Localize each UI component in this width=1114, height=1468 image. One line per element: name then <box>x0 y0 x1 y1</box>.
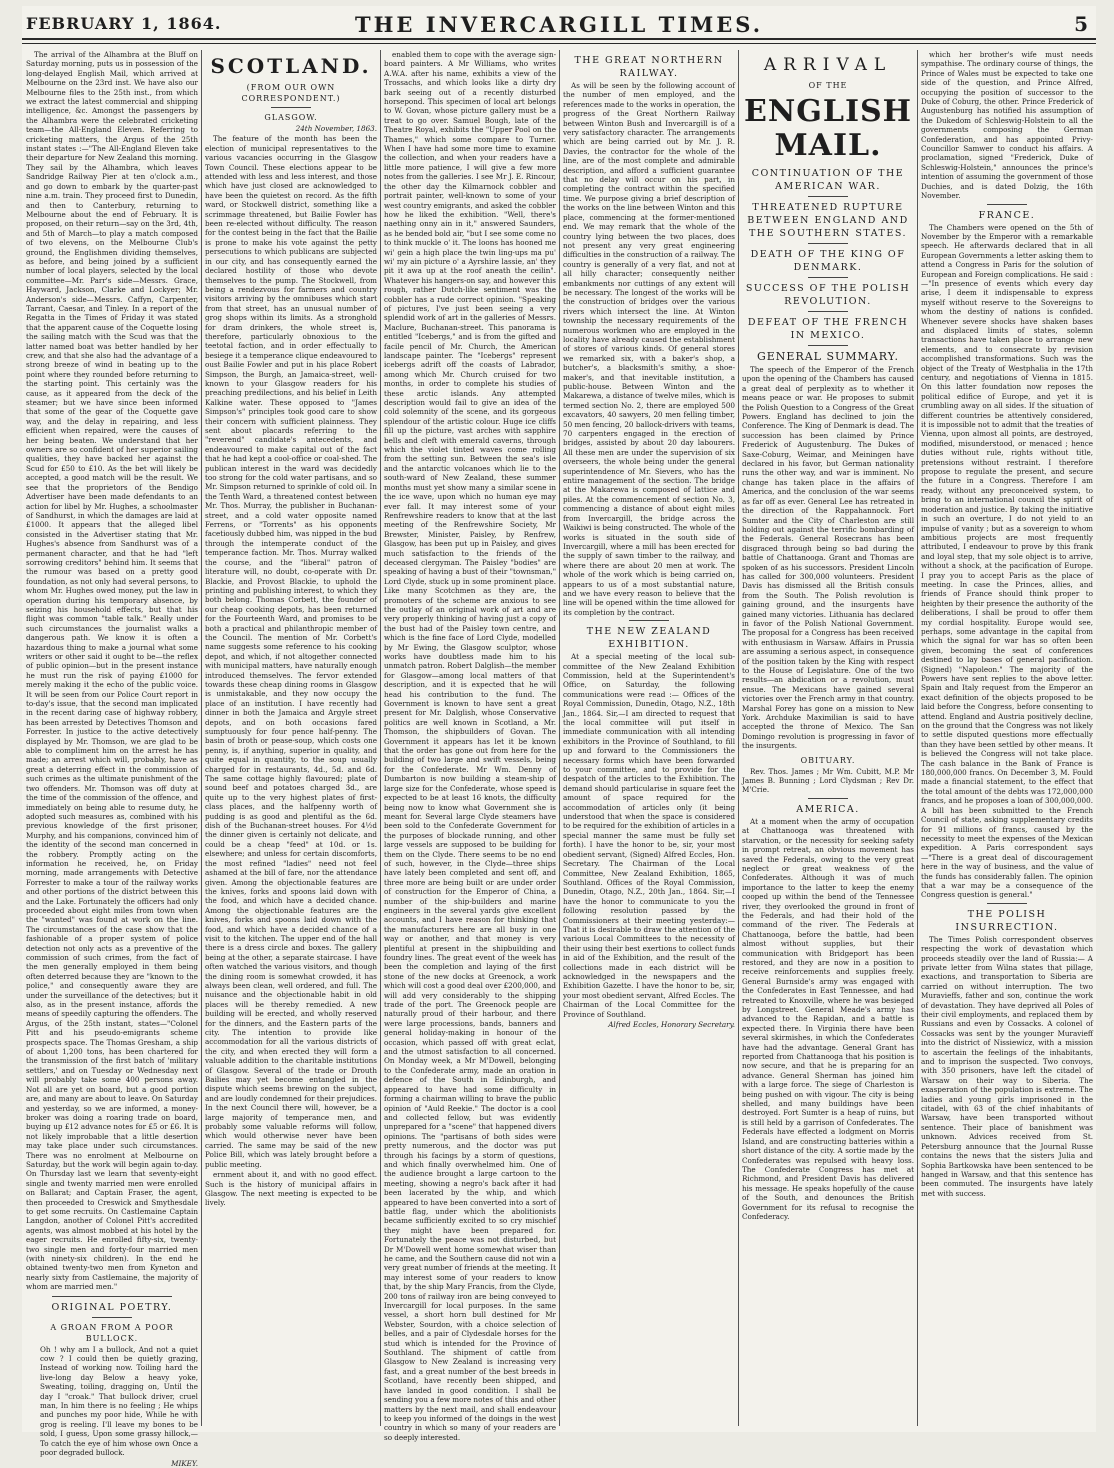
column-4 <box>563 50 735 1426</box>
obituary-heading: OBITUARY. <box>800 755 856 765</box>
dateline: 24th November, 1863. <box>295 124 377 133</box>
scotland-body: The feature of the month has been the election of municipal representatives to the various vacancies occurring in the Glasgow Town Council. These elections appear to be attended with less and less interest, and those which have just closed are acknowledged to have been the quietest on record. As the fifth ward, or Stockwell district, something like a scrimmage threatened, but Bailie Fowler has been re-elected without difficulty. The reason for the contest being in the fact that the Bailie is prone to make his vote against the petty persecutions to which publicans are subjected in our city, and has consequently earned the declared hostility of those who devote themselves to the pump. The Stockwell, from being a rendezvous for farmers and country visitors arriving by the omnibuses which start from that street, has an unusual number of grog shops within its limits. As a stronghold for dram drinkers, the whole street is, therefore, particularly obnoxious to the teetotal faction, and in order effectually to besiege it a temperance clique endeavoured to oust Bailie Fowler and put in his place Robert Simpson, the Burgh, an Jamaica-street, well-known to your Glasgow readers for his preaching predilections, and his belief in Leith Kalkine water. These opposed to "James Simpson's" principles took good care to show their concern with sufficient plainness. They sent about placards referring to the "reverend" candidate's antecedents, and endeavoured to make capital out of the fact that he had kept a cool-office or coal-shed. The publican interest in the ward was decidedly too strong for the cold water partisans, and so Mr. Simpson returned to sprinkle of cold oil. In the Tenth Ward, a threatened contest between Mr. Thos. Murray, the publisher in Buchanan-street, and a cold water opposite named Ferrens, or "Torrents" as his opponents facetiously dubbed him, was nipped in the bud through the intemperate conduct of the temperance faction. Mr. Thos. Murray walked the course, and the "liberal" patron of literature will, no doubt, co-operate with Dr. Blackie, and Provost Blackie, to uphold the printing and publishing interest, to which they both belong. Thomas Corbett, the founder of our cheap cooking depots, has been returned for the Fourteenth Ward, and promises to be both a practical and philanthropic member of the Council. The mention of Mr. Corbett's name suggests some reference to his cooking depot, and which, if not altogether connected with municipal matters, have naturally enough introduced themselves. The fervor extended towards these cheap dining rooms in Glasgow is unmistakable, and they now occupy the place of an institution. I have recently had dinner in both the Jamaica and Argyle street depots, and on both occasions fared sumptuously for four pence half-penny. The basin of broth or pease-soup, which costs one penny, is, if anything, superior in quality, and quite equal in quantity, to the soup usually charged for in restaurants, 4d., 5d. and 6d. The same cottage highly flavoured; plate of sound beef and potatoes charged 3d., are quite up to the very highest plates of first-class places, and the halfpenny worth of pudding is as good and plentiful as the 6d. dish of the Buchanan-street houses. For 4½d the dinner given is certainly not delicate, and could be a cheap "feed" at 10d. or 1s. elsewhere; and unless for certain discomforts, the most refined "ladies" need not feel ashamed at the bill of fare, nor the attendance given. Among the objectionable features are the knives, forks and spoons laid down with the food, and which have a decided chance. Among the objectionable features are the knives, forks and spoons laid down with the food, and which have a decided chance of a visit to the kitchen. The upper end of the hall there is a dress circle and boxes. The gallery being at the other, a separate staircase. I have often watched the various visitors, and though the dining room is somewhat crowded, it has always been clean, well ordered, and full. The nuisance and the objectionable habit in old places will be thereby remedied. A new building will be erected, and wholly reserved for the dinners, and the Eastern parts of the city. The intention to provide like accommodation for all the various districts of the city, and when erected they will form a valuable addition to the charitable institutions of Glasgow. Several of the trade or Drouth Bailies may yet become entangled in the dispute which seems brewing on the subject, and are loudly condemned for their prejudices. In the next Council there will, however, be a large majority of temperance men, and probably some valuable reforms will follow, which would otherwise never have been carried. The same may be said of the new Police Bill, which was lately brought before a public meeting. <box>205 134 377 1169</box>
column-3 <box>384 50 556 1442</box>
schleswig-body: which her brother's wife must needs sympathise. The ordinary course of things, the Prince of Wales must be expected to take one side of the question, and Prince Alfred, occupying the position of successor to the Duke of Coburg, the other. Prince Frederick of Augustenburg has notified his assumption of the Dukedom of Schleswig-Holstein to all the governments composing the German Confederation, and has appointed Privy-Councillor Samwer to conduct his affairs. A proclamation, signed "Frederick, Duke of Schleswig-Holstein," announces the prince's intention of assuming the government of those Duchies, and is dated Dolzig, the 16th November. <box>921 50 1093 201</box>
column-2 <box>205 50 377 1426</box>
poetry-heading: ORIGINAL POETRY. <box>51 1301 173 1313</box>
section-rule <box>808 345 848 346</box>
column-divider <box>380 50 381 1426</box>
railway-heading: THE GREAT NORTHERN RAILWAY. <box>574 55 724 79</box>
scotland-tail: ernment about it, and with no good effect. Such is the history of municipal affairs in Glasgow. The next meeting is expected to be lively. <box>205 1170 377 1208</box>
french-mexico-heading: DEFEAT OF THE FRENCH IN MEXICO. <box>747 317 909 341</box>
poem-title: A GROAN FROM A POOR BULLOCK. <box>50 1322 174 1343</box>
masthead <box>22 6 1096 40</box>
section-rule <box>808 243 848 244</box>
newspaper-page <box>22 6 1096 1468</box>
newspaper-title: THE INVERCARGILL TIMES. <box>354 12 764 37</box>
american-war-heading: CONTINUATION OF THE AMERICAN WAR. <box>751 168 905 192</box>
poem-text: Oh ! why am I a bullock, And not a quiet cow ? I could then be quietly grazing, Instead of working now. Toiling hard the live-long day Below a heavy yoke, Sweating, toiling, dragging on, Until the day I "croak." That bullock driver, cruel man, In him there is no feeling ; He whips and punches my poor hide, While he with grog is reeling. I'll leave my bones to be sold, I guess, Upon some grassy hillock,— To catch the eye of him whose own Once a poor degraded bullock. <box>40 1344 198 1458</box>
english-mail-heading: ENGLISH MAIL. <box>743 94 913 163</box>
correspondent-note: (FROM OUR OWN CORRESPONDENT.) <box>241 83 341 103</box>
column-6 <box>921 50 1093 1426</box>
railway-body: As will be seen by the following account of the number of men employed, and the references made to the works in operation, the progress of the Great Northern Railway between Winton Bush and Invercargill is of a very satisfactory character. The arrangements which are being carried out by Mr. J. R. Davies, the contractor for the whole of the line, are of the most complete and admirable description, and afford a sufficient guarantee that no delay will occur on his part, in completing the contract within the specified time. We purpose giving a brief description of the works on the line between Winton and this place, commencing at the former-mentioned end. We may remark that the whole of the country lying between the two places, does not present any very great engineering difficulties in the construction of a railway. The country is generally of a very flat, and not at all hilly character; consequently neither embankments nor cuttings of any extent will be necessary. The longest of the works will be the construction of bridges over the various rivers which intersect the line. At Winton township the necessary requirements of the numerous workmen who are employed in the locality have already caused the establishment of stores of various kinds. Of general stores we remarked six, with a baker's shop, a butcher's, a blacksmith's smithy, a shoe-maker's, and that inevitable institution, a public-house. Between Winton and the Makarewa, a distance of twelve miles, which is termed section No. 2, there are employed 500 excavators, 40 sawyers, 20 men felling timber, 50 men fencing, 20 ballock-drivers with teams, 70 carpenters engaged in the erection of bridges, assisted by about 20 day labourers. All these men are under the supervision of six overseers, the whole being under the general superintendence of Mr. Sievers, who has the entire management of the section. The bridge at the Makarewa is composed of lattice and piles. At the commencement of section No. 3, commencing a distance of about eight miles from Invercargill, the bridge across the Waikiwi is being constructed. The whole of the works is situated in the south side of Invercargill, where a mill has been erected for the supply of sawn timber to the railway, and where there are about 20 men at work. The whole of the work which is being carried on, appears to us of a most substantial nature, and we have every reason to believe that the line will be opened within the time allowed for its completion by the contract. <box>563 81 735 617</box>
column-divider <box>917 50 918 1426</box>
section-rule <box>808 277 848 278</box>
of-the-line: OF THE <box>808 81 848 90</box>
france-body: The Chambers were opened on the 5th of November by the Emperor with a remarkable speech. He afterwards declared that in all European Governments a letter asking them to attend a Congress in Paris for the solution of European and Foreign complications. He said :—"In presence of events which every day arise, I deem it indispensable to express myself without reserve to the Sovereigns to whom the destiny of nations is confided. Whenever severe shocks have shaken bases and displaced limits of states, solemn transactions have taken place to arrange new elements, and to consecrate by revision accomplished transformations. Such was the object of the Treaty of Westphalia in the 17th century, and negotiations of Vienna in 1815. On this latter foundation now reposes the political edifice of Europe, and yet it is crumbling away on all sides. If the situation of different countries be attentively considered, it is impossible not to admit that the treaties of Vienna, upon almost all points, are destroyed, modified, misunderstood, or menaced ; hence duties without rule, rights without title, pretensions without restraint. I therefore propose to regulate the present, and secure the future in a Congress. Therefore I am ready, without any preconceived system, to bring to an international council the spirit of moderation and justice. By taking the initiative in such an overture, I do not yield to an impulse of vanity ; but as a sovereign to whom ambitious projects are most frequently attributed, I endeavour to prove by this frank and loyal step, that my sole object is to arrive, without a shock, at the pacification of Europe. I pray you to accept Paris as the place of meeting. In case the Princes, allies, and friends of France should think proper to heighten by their presence the authority of the deliberations, I shall be proud to offer them my cordial hospitality. Europe would see, perhaps, some advantage in the capital from which the signal for war has so often been given, becoming the seat of conferences destined to lay bases of general pacification. (Signed) "Napoleon." The majority of the Powers have sent replies to the above letter. Spain and Italy request from the Emperor an exact definition of the objects proposed to be laid before the Congress, before consenting to attend. England and Austria positively decline, on the ground that the Congress was not likely to settle disputed questions more effectually than they have been settled by other means. It is believed the Congress will not take place. The cash balance in the Bank of France is 180,000,000 francs. On December 3, M. Fould made a financial statement, to the effect that the total amount of the debts was 172,000,000 francs, and he proposes a loan of 300,000,000. A bill has been submitted to the French Council of state, asking supplementary credits for 91 millions of francs, caused by the necessity to meet the expenses of the Mexican expedition. A Paris correspondent says—"There is a great deal of discouragement here in the way of business, and the value of the funds has considerably fallen. The opinion that a war may be a consequence of the Congress question is general." <box>921 222 1093 900</box>
section-rule <box>808 798 848 799</box>
america-body: At a moment when the army of occupation at Chattanooga was threatened with starvation, or the necessity for seeking safety in prompt retreat, an obvious movement has saved the Federals, owing to the very great neglect or great weakness of the Confederates. Although it was of much importance to the latter to keep the enemy cooped up within the bend of the Tennessee river, they overlooked the ground in front of the Federals, and had their hold of the command of the river. The Federals at Chattanooga, before the battle, had been almost without supplies, but their communication with Bridgeport has been restored, and they are now in a position to receive reinforcements and supplies freely. General Burnside's army was engaged with the Confederates in East Tennessee, and had retreated to Knoxville, where he was besieged by Longstreet. General Meade's army has advanced to the Rapidan, and a battle is expected there. In Virginia there have been several skirmishes, in which the Confederates have had the advantage. General Grant has reported from Chattanooga that his position is now secure, and that he is preparing for an advance. General Sherman has joined him with a large force. The siege of Charleston is being pushed on with vigour. The city is being shelled, and many buildings have been destroyed. Fort Sumter is a heap of ruins, but is still held by a garrison of Confederates. The Federals have effected a lodgment on Morris Island, and are constructing batteries within a short distance of the city. A sortie made by the Confederates was repulsed with heavy loss. The Confederate Congress has met at Richmond, and President Davis has delivered his message. He speaks hopefully of the cause of the South, and denounces the British Government for its refusal to recognise the Confederacy. <box>742 816 914 1221</box>
summary-body: The speech of the Emperor of the French upon the opening of the Chambers has caused a great deal of perplexity as to whether it means peace or war. He proposes to submit the Polish Question to a Congress of the Great Powers. England has declined to join the Conference. The King of Denmark is dead. The succession has been claimed by Prince Frederick of Augustenburg. The Dukes of Saxe-Coburg, Weimar, and Meiningen have declared in his favor, but German nationality runs the other way, and war is imminent. No change has taken place in the affairs of America, and the conclusion of the war seems as far off as ever. General Lee has retreated in the direction of the Rappahannock. Fort Sumter and the City of Charleston are still holding out against the terrific bombarding of the Federals. General Rosecrans has been disgraced through being so bad during the battle of Chattanooga. Grant and Thomas are spoken of as his successors. President Lincoln has called for 300,000 volunteers. President Davis has dismissed all the British consuls from the South. The Polish revolution is gaining ground, and the insurgents have gained many victories. Lithuania has declared in favor of the Polish National Government. The proposal for a Congress has been received with enthusiasm in Warsaw. Affairs in Prussia are assuming a serious aspect, in consequence of the position taken by the King with respect to the House of Legislature. One of the two results—an abdication or a revolution, must ensue. The Mexicans have gained several victories over the French army in that country. Marshal Forey has gone on a mission to New York. Archduke Maximilian is said to have accepted the throne of Mexico. The San Domingo revolution is progressing in favor of the insurgents. <box>742 365 914 751</box>
exhibition-heading: THE NEW ZEALAND EXHIBITION. <box>586 626 712 651</box>
america-heading: AMERICA. <box>796 803 860 815</box>
king-denmark-heading: DEATH OF THE KING OF DENMARK. <box>750 249 906 273</box>
section-rule <box>629 620 669 621</box>
exhibition-body: At a special meeting of the local sub-committee of the New Zealand Exhibition Commission, held at the Superintendent's Office, on Saturday, the following communications were read :— Offices of the Royal Commission, Dunedin, Otago, N.Z., 18th Jan., 1864. Sir,—I am directed to request that the local committee will put itself in immediate communication with all intending exhibitors in the Province of Southland, to fill up and forward to the Commissioners the necessary forms which have been forwarded to your committee, and to provide for the despatch of the articles to the Exhibition. The demand should particularise in square feet the amount of space required for the accommodation of articles only (it being understood that when the space is considered to be required for the exhibition of articles in a special manner the same must be fully set forth). I have the honor to be, sir, your most obedient servant, (Signed) Alfred Eccles, Hon. Secretary. The Chairman of the Local Committee, New Zealand Exhibition, 1865, Southland. Offices of the Royal Commission, Dunedin, Otago, N.Z., 20th Jan., 1864. Sir,—I have the honor to communicate to you the following resolution passed by the Commissioners at their meeting yesterday:— That it is desirable to draw the attention of the various Local Committees to the necessity of their using their best exertions to collect funds in aid of the Exhibition, and the result of the collections made in each district will be acknowledged in the newspapers and the Exhibition Gazette. I have the honor to be, sir, your most obedient servant, Alfred Eccles. The Chairman of the Local Committee for the Province of Southland. <box>563 652 735 1019</box>
section-rule <box>92 1317 132 1318</box>
column-divider <box>559 50 560 1426</box>
column-1 <box>26 50 198 1468</box>
polish-revolution-heading: SUCCESS OF THE POLISH REVOLUTION. <box>745 283 911 307</box>
section-rule <box>987 903 1027 904</box>
france-heading: FRANCE. <box>978 209 1036 221</box>
polish-body: The Times Polish correspondent observes respecting the work of devastation which proceeds steadily over the land of Russia:— A private letter from Wilna states that pillage, exactions, and transportation to Siberia are carried on without interruption. The two Muravieffs, father and son, continue the work of devastation. They have deprived all Poles of their civil employments, and replaced them by Russians and even by Cossacks. A colonel of Cossacks was sent by the younger Muravieff into the district of Nissiewicz, with a mission to ascertain the feelings of the inhabitants, and to imprison the suspected. Two convoys, with 350 prisoners, have left the citadel of Warsaw on their way to Siberia. The exasperation of the population is extreme. The ladies and young girls imprisoned in the citadel, with 63 of the chief inhabitants of Warsaw, have been transported without sentence. Their place of banishment was unknown. Advices received from St. Petersburg announce that the Journal Russe contains the news that the sisters Julia and Sophia Bartkowska have been sentenced to be hanged in Warsaw, and that this sentence has been commuted. The insurgents have lately met with success. <box>921 934 1093 1198</box>
section-rule <box>808 196 848 197</box>
obituary-body: Rev. Thos. James ; Mr Wm. Cubitt, M.P. Mr James B. Bunning ; Lord Clydsman ; Rev Dr. M'Crie. <box>742 766 914 795</box>
section-rule <box>52 1296 172 1297</box>
scotland-heading: SCOTLAND. <box>210 54 372 78</box>
masthead-rule <box>22 43 1096 44</box>
section-rule <box>808 311 848 312</box>
scotland-continued-body: enabled them to cope with the average sign-board painters. A Mr Williams, who writes A.W.A. after his name, exhibits a view of the Trossachs, and which looks like a dirty dry bark seeing out of a recently disturbed horsepond. This specimen of local art belongs to W. Govan, whose picture gallery must be a treat to go over. Samuel Bough, late of the Theatre Royal, exhibits the "Upper Pool on the Thames," which some compare to Turner. When I have had some more time to examine the collection, and when your readers have a little more patience, I will give a few more notes from the galleries. I see Mr J. E. Rincour, the other day the Kilmarnock cobbler and portrait painter, well-known to some of your west country emigrants, and asked the cobbler how he liked the exhibition. "Well, there's naething onny ain in it," answered Saunders, as he bended bold air, "but I see some come no to think muckle o' it. The loons has hooned me wi' gein a high place the twin ling-ups ma pu' wi' my ain picture o' a Ayrshire lassie, an' they pit it awa up at the roof aneath the ceilin". Whatever his hangers-on say, and however this rough, rather Dutch-like sentiment was the cobbler has a rude correct opinion. "Speaking of pictures, I've just been seeing a very splendid work of art in the galleries of Messrs. Maclure, Buchanan-street. This panorama is entitled "Icebergs," and is from the gifted and facile pencil of Mr. Church, the American landscape painter. The "Icebergs" represent icebergs adrift off the coasts of Labrador, among which Mr. Church cruised for two months, in order to complete his studies of these arctic islands. Any attempted description would fail to give an idea of the cold solemnity of the scene, and its gorgeous splendour of the artistic colour. Huge ice cliffs fill up the picture, vast arches with sapphire bells and cleft with emerald caverns, through which the violet tinted waves come rolling from the setting sun. Between the sea's isle and the antarctic volcanoes which lie to the south-ward of New Zealand, these summer months must yet show many a similar scene in the ice wave, upon which no human eye may ever fall. It may interest some of your Renfrewshire readers to know that at the last meeting of the Renfrewshire Society, Mr Brewster, Minister, Paisley, by Renfrew, Glasgow, has been put up in Paisley, and gives much satisfaction to the friends of the deceased clergyman. The Paisley "bodies" are speaking of having a bust of their "townsman," Lord Clyde, stuck up in some prominent place. Like many Scotchmen as they are, the promoters of the scheme are anxious to see the outlay of an original work of art and are very properly thinking of having just a copy of the bust had of the Paisley town centre, and which is the fine face of Lord Clyde, modelled by Mr Ewing, the Glasgow sculptor, whose works have doubtless made him to his unmatch patron. Robert Dalglish—the member for Glasgow—among local matters of that description, and it is expected that he will head his contribution to the fund. The Government is known to have sent a great present for Mr. Dalglish, whose Conservative politics are well known in Scotland, a Mr. Thomson, the shipbuilders of Govan. The Government it appears has let it be known that the order has gone out from here for the building of two large and swift vessels, being for the Confederate. Mr Wm. Denny of Dumbarton is now building a steam-ship of large size for the Confederate, whose speed is expected to be at least 16 knots, the difficulty being now to know what Government she is meant for. Several large Clyde steamers have been sold to the Confederate Government for the purposes of blockade running, and other large vessels are supposed to be building for them on the Clyde. There seems to be no end of such, however, in the Clyde—three ships have lately been completed and sent off, and three more are being built or are under order of construction for the Emperor of China, a number of the ship-builders and marine engineers in the several yards give excellent accounts, and I have reason for thinking that the manufacturers here are all busy in one way or another, and that money is very plentiful at present in the shipbuilding and foundry lines. The great event of the week has been the completion and laying of the first stone of the new docks at Greenock, a work which will cost a good deal over £200,000, and will add very considerably to the shipping trade of the port. The Greenock people are naturally proud of their harbour, and there were large processions, bands, banners and general holiday-making in honour of the occasion, which passed off with great eclat, and the utmost satisfaction to all concerned. On Monday week, a Mr M'Dowell, belonging to the Confederate army, made an oration in defence of the South in Edinburgh, and appeared to have had some difficulty in forming a chairman willing to brave the public opinion of "Auld Reekie." The doctor is a cool and collected fellow, but was evidently unprepared for a "scene" that happened divers opinions. The "partisans of both sides were pretty numerous, and the doctor was put through his facings by a storm of questions, and which finally overwhelmed him. One of the audience brought a large cartoon to the meeting, showing a negro's back after it had been lacerated by the whip, and which appeared to have been converted into a sort of battle flag, under which the abolitionists became sufficiently excited to so cry mischief they might have been prepared for. Fortunately the peace was not disturbed, but Dr M'Dowell went home somewhat wiser than he came, and the Southern cause did not win a very great number of friends at the meeting. It may interest some of your readers to know that, by the ship Mary Francis, from the Clyde, 200 tons of railway iron are being conveyed to Invercargill for local purposes. In the same vessel, a short horn bull destined for Mr Webster, Sourdon, with a choice selection of belles, and a pair of Clydesdale horses for the stud which is intended for the Province of Southland. The shipment of cattle from Glasgow to New Zealand is increasing very fast, and a great number of the best breeds in Scotland, have recently been shipped, and have landed in good condition. I shall be sending you a few more notes of this and other matters by the next mail, and shall endeavour to keep you informed of the doings in the west country in which so many of your readers are so deeply interested. <box>384 50 556 1442</box>
exhibition-signature: Alfred Eccles, Honorary Secretary. <box>608 1020 735 1029</box>
poem-signature: MIKEY. <box>171 1458 198 1468</box>
section-rule <box>987 204 1027 205</box>
column-divider <box>201 50 202 1426</box>
rupture-heading: THREATENED RUPTURE BETWEEN ENGLAND AND THE SOUTHERN STATES. <box>747 202 909 239</box>
issue-date: FEBRUARY 1, 1864. <box>26 14 222 33</box>
column-1-body: The arrival of the Alhambra at the Bluff on Saturday morning, puts us in possession of the long-delayed English Mail, which arrived at Melbourne on the 23rd inst. We have also our Melbourne files to the 25th inst., from which we extract the latest commercial and shipping intelligence, &c. Amongst the passengers by the Alhambra were the celebrated cricketing team—the All-England Eleven. Referring to cricketing matters, the Argus of the 25th instant states :—"The All-England Eleven take their departure for New Zealand this morning. They sail by the Alhambra, which leaves Sandridge Railway Pier at ten o'clock a.m., and go down to embark by the quarter-past nine a.m. train. They proceed first to Dunedin, and then to Canterbury, returning to Melbourne about the end of February. It is proposed, on their return—say on the 3rd, 4th, and 5th of March—to play a match composed of two elevens, on the Melbourne Club's ground, the Englishmen dividing themselves, as before, and being joined by a sufficient number of local players, selected by the local committee—Mr. Parr's side—Messrs. Grace, Hayward, Jackson, Clarke and Lockyer; Mr. Anderson's side—Messrs. Caffyn, Carpenter, Tarrant, Caesar, and Tinley. In a report of the Regatta in the Times of Friday it was stated that the apparent cause of the Coquette losing the sailing match with the Scud was that the latter named boat was better handled by her crew, and that she also had the advantage of a strong breeze of wind in beating up to the point where they rounded before returning to the starting point. This certainly was the cause, as it appeared from the deck of the steamer; but we have since been informed that some of the gear of the Coquette gave way, and the delay in repairing, and less efficient when repaired, were the causes of her being beaten. We understand that her owners are so confident of her superior sailing qualities, they have backed her against the Scud for £50 to £10. As the bet will likely be accepted, a good match will be the result. We see that the proprietors of the Bendigo Advertiser have been made defendants to an action for libel by Mr. Hughes, a schoolmaster of Sandhurst, in which the damages are laid at £1000. It appears that the alleged libel consisted in the Advertiser stating that Mr. Hughes's absence from Sandhurst was of a permanent character, and that he had "left sorrowing creditors" behind him. It seems that the rumour was based on a pretty good foundation, as not only had several persons, to whom Mr. Hughes owed money, put the law in operation during his temporary absence, by seizing his household effects, but that his flight was common "table talk." Really under such circumstances the journalist walks a dangerous path. We know it is often a hazardous thing to make a journal what some writers or other said it ought to be—the reflex of public opinion—but in the present instance he must run the risk of paying £1000 for merely making it the echo of the public voice. It will be seen from our Police Court report in to-day's issue, that the second man implicated in the recent daring case of highway robbery, has been arrested by Detectives Thomson and Forrester. In justice to the active detectively displayed by Mr. Thomson, we are glad to be able to compliment him on the arrest he has made; an arrest which will, probably, have as great a deterring effect in the commission of such crimes as the ultimate punishment of the two offenders. Mr. Thomson was off duty at the time of the commission of the offence, and immediately on being able to resume duty, he adopted such measures as, combined with his previous knowledge of the first prisoner, Murphy, and his companions, convinced him of the identity of the second man concerned in the robbery. Promptly acting on the information he received, he, on Friday morning, made arrangements with Detective Forrester to make a tour of the railway works and other portions of the district between this and the Lake. Fortunately the officers had only proceeded about eight miles from town when the "wanted" was found at work on the line. The circumstances of the case show that the fashionable of a proper system of police detection not only acts as a preventive of the commission of such crimes, from the fact of the men generally employed in them being often deterred because they are "known to the police," and consequently aware they are under the surveillance of the detectives; but it also, as in the present instance, affords the means of speedily capturing the offenders. The Argus, of the 25th instant, states—"Colonel Pitt and his pseudo-emigrants scheme prospects space. The Thomas Gresham, a ship of about 1,200 tons, has been chartered for the transmission of the first batch of 'military settlers,' and on Tuesday or Wednesday next will probably take some 400 persons away. Not all are yet on board, but a good portion are, and many are about to leave. On Saturday and yesterday, so we are informed, a money-broker was doing a roaring trade on board, buying up £12 advance notes for £5 or £6. It is not likely improbable that a little desertion may take place under such circumstances. There was no enrolment at Melbourne on Saturday, but the work will begin again to-day. On Thursday last we learn that seventy-eight single and twenty married men were enrolled on Ballarat; and Captain Fraser, the agent, then proceeded to Creswick and Smythesdale to get some recruits. On Castlemaine Captain Langdon, another of Colonel Pitt's accredited agents, was almost mobbed at his hotel by the eager recruits. He enrolled fifty-six, twenty-two single men and forty-four married men (with ninety-six children). In the end he obtained twenty-two men from Kyneton and nearly sixty from Castlemaine, the majority of whom are married men." <box>26 50 198 1292</box>
summary-heading: GENERAL SUMMARY. <box>756 350 900 363</box>
polish-insurrection-heading: THE POLISH INSURRECTION. <box>955 908 1059 933</box>
column-5 <box>742 50 914 1426</box>
section-rule <box>271 107 311 108</box>
page-number: 5 <box>1074 12 1088 36</box>
column-divider <box>738 50 739 1426</box>
place-line: GLASGOW. <box>264 113 318 122</box>
arrival-heading: ARRIVAL <box>763 55 893 75</box>
